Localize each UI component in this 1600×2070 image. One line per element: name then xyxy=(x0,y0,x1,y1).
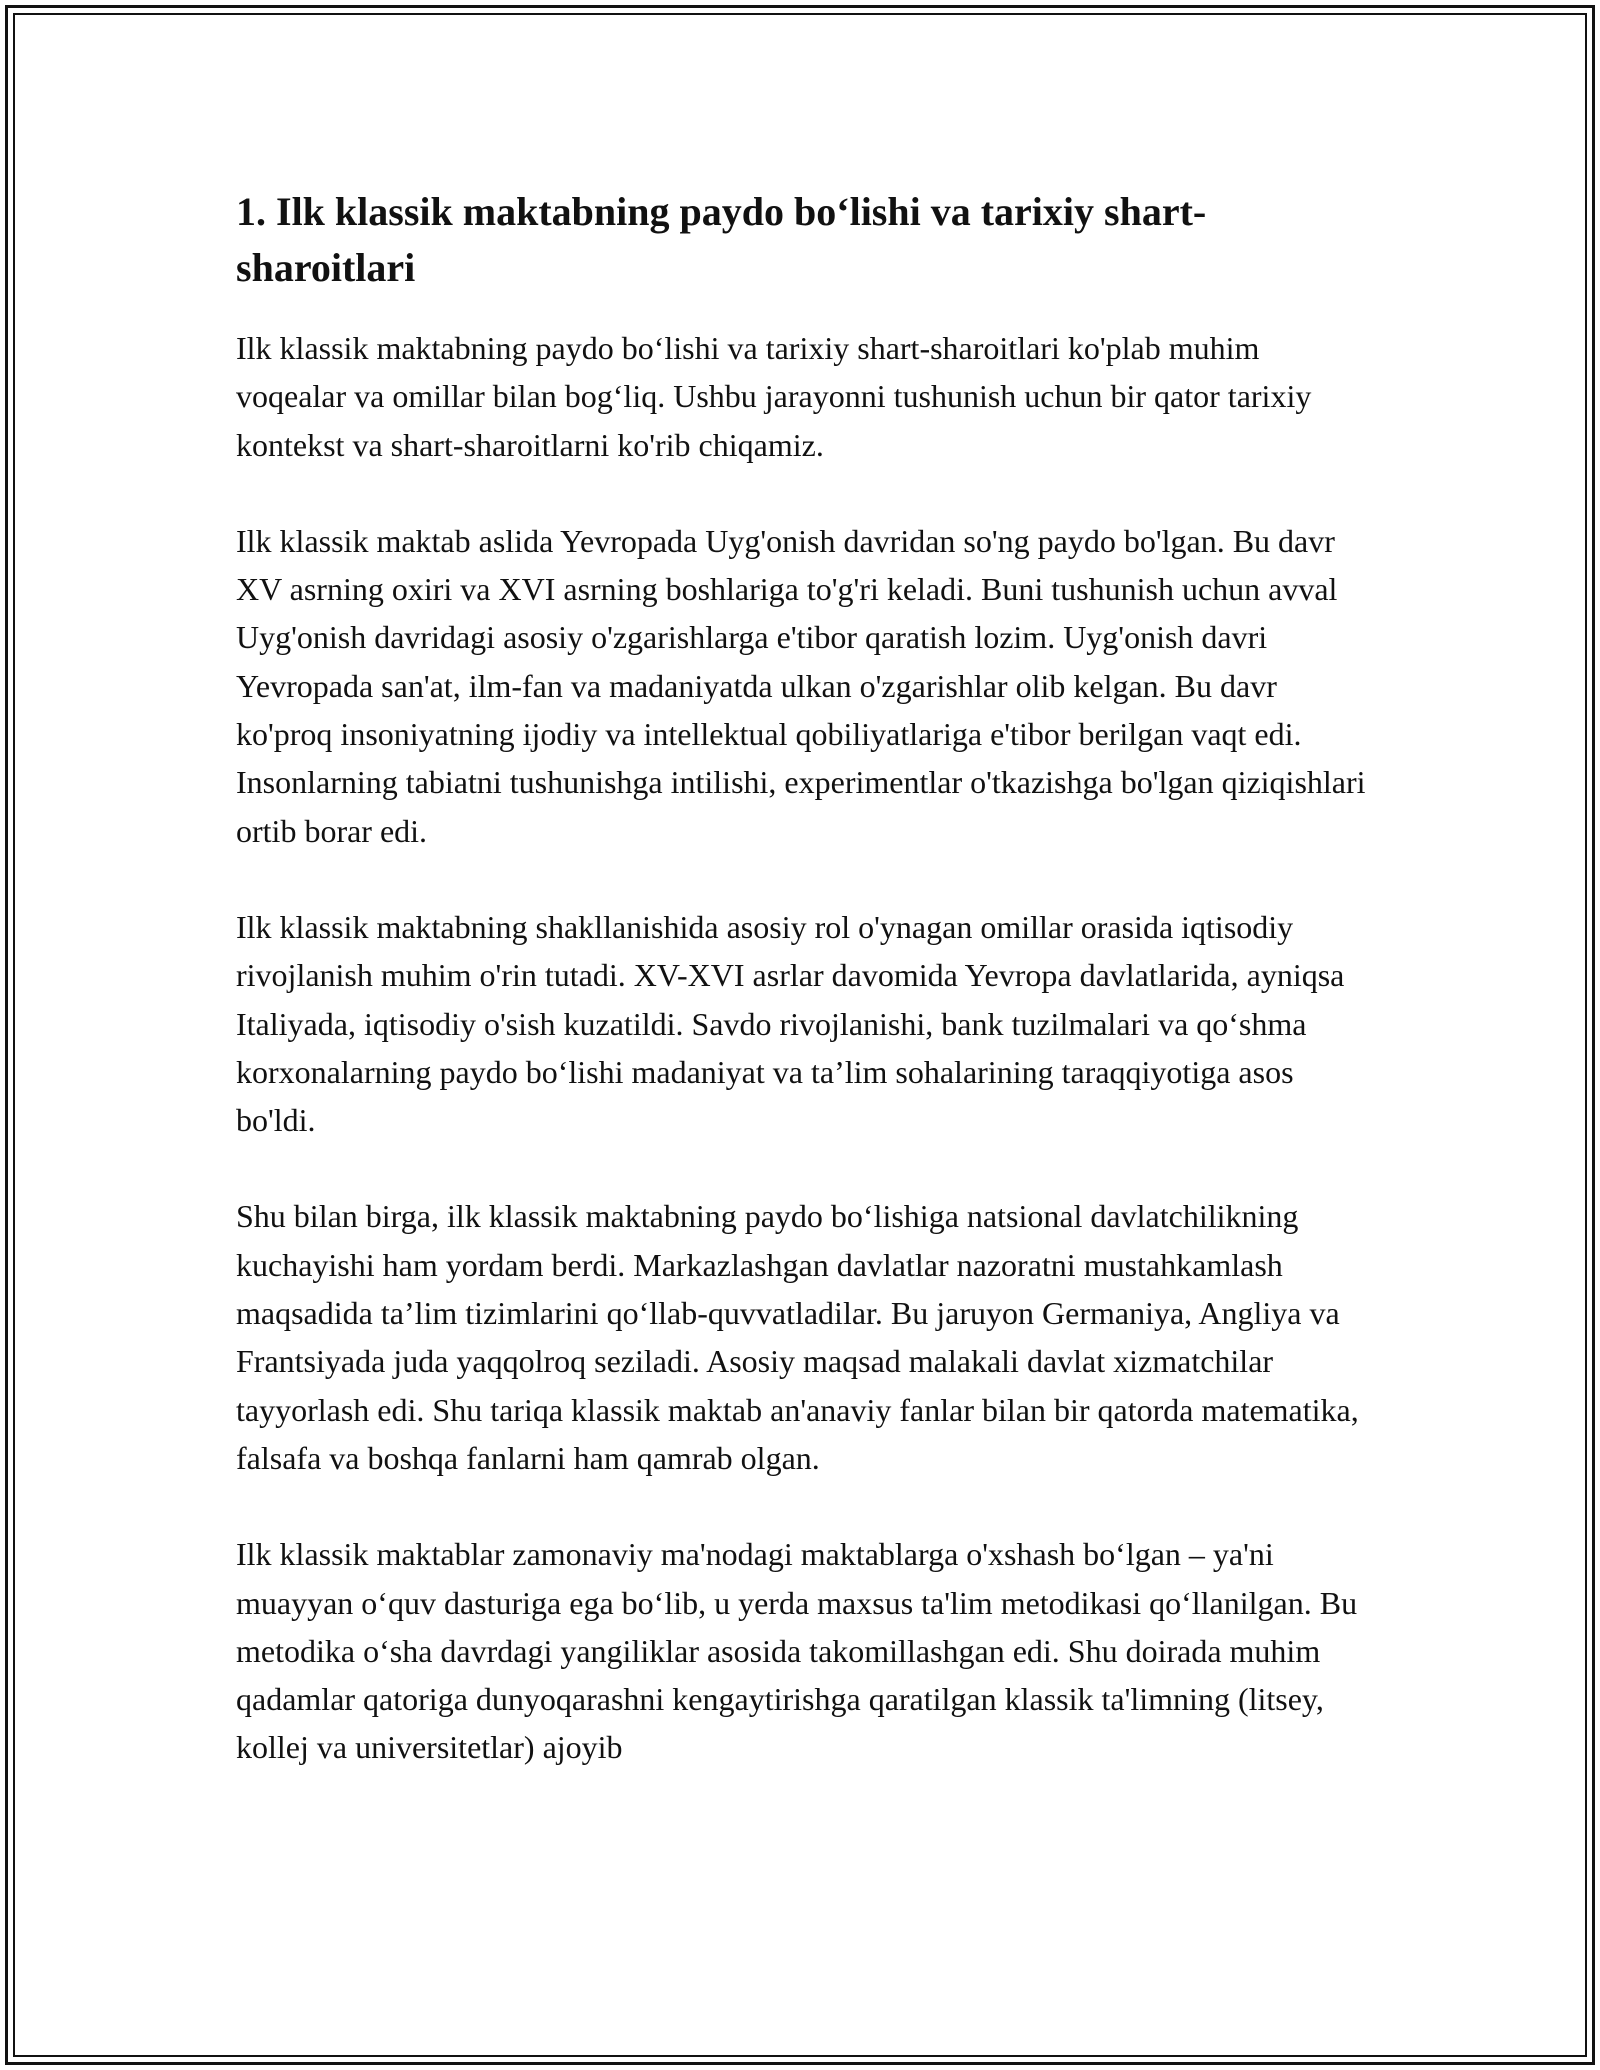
paragraph-1: Ilk klassik maktabning paydo bo‘lishi va tarixiy shart-sharoitlari ko'plab muhim voqealar va omillar bilan bog‘liq. Ushbu jarayonni tushunish uchun bir qator tarixiy kontekst va shart-sharoitlarni ko'rib chiqamiz. xyxy=(236,330,1312,463)
paragraph-3: Ilk klassik maktabning shakllanishida asosiy rol o'ynagan omillar orasida iqtisodiy rivojlanish muhim o'rin tutadi. XV-XVI asrlar davomida Yevropa davlatlarida, ayniqsa Italiyada, iqtisodiy o'sish kuzatildi. Savdo rivojlanishi, bank tuzilmalari va qo‘shma korxonalarning paydo bo‘lishi madaniyat va ta’lim sohalarining taraqqiyotiga asos bo'ldi. xyxy=(236,908,1345,1139)
paragraph-4: Shu bilan birga, ilk klassik maktabning paydo bo‘lishiga natsional davlatchilikning kuchayishi ham yordam berdi. Markazlashgan davlatlar nazoratni mustahkamlash maqsadida ta’lim tizimlarini qo‘llab-quvvatladilar. Bu jaruyon Germaniya, Angliya va Frantsiyada juda yaqqolroq seziladi. Asosiy maqsad malakali davlat xizmatchilar tayyorlash edi. Shu tariqa klassik maktab an'anaviy fanlar bilan bir qatorda matematika, falsafa va boshqa fanlarni ham qamrab olgan. xyxy=(236,1198,1359,1476)
section-heading: 1. Ilk klassik maktabning paydo bo‘lishi va tarixiy shart-sharoitlari xyxy=(236,189,1207,290)
paragraph-2: Ilk klassik maktab aslida Yevropada Uyg'onish davridan so'ng paydo bo'lgan. Bu davr XV asrning oxiri va XVI asrning boshlariga to'g'ri keladi. Buni tushunish uchun avval Uyg'onish davridagi asosiy o'zgarishlarga e'tibor qaratish lozim. Uyg'onish davri Yevropada san'at, ilm-fan va madaniyatda ulkan o'zgarishlar olib kelgan. Bu davr ko'proq insoniyatning ijodiy va intellektual qobiliyatlariga e'tibor berilgan vaqt edi. Insonlarning tabiatni tushunishga intilishi, experimentlar o'tkazishga bo'lgan qiziqishlari ortib borar edi. xyxy=(236,522,1366,849)
paragraph-5: Ilk klassik maktablar zamonaviy ma'nodagi maktablarga o'xshash bo‘lgan – ya'ni muayyan o‘quv dasturiga ega bo‘lib, u yerda maxsus ta'lim metodikasi qo‘llanilgan. Bu metodika o‘sha davrdagi yangiliklar asosida takomillashgan edi. Shu doirada muhim qadamlar qatoriga dunyoqarashni kengaytirishga qaratilgan klassik ta'limning (litsey, kollej va universitetlar) ajoyib xyxy=(236,1536,1358,1766)
document-body xyxy=(236,184,1376,1820)
